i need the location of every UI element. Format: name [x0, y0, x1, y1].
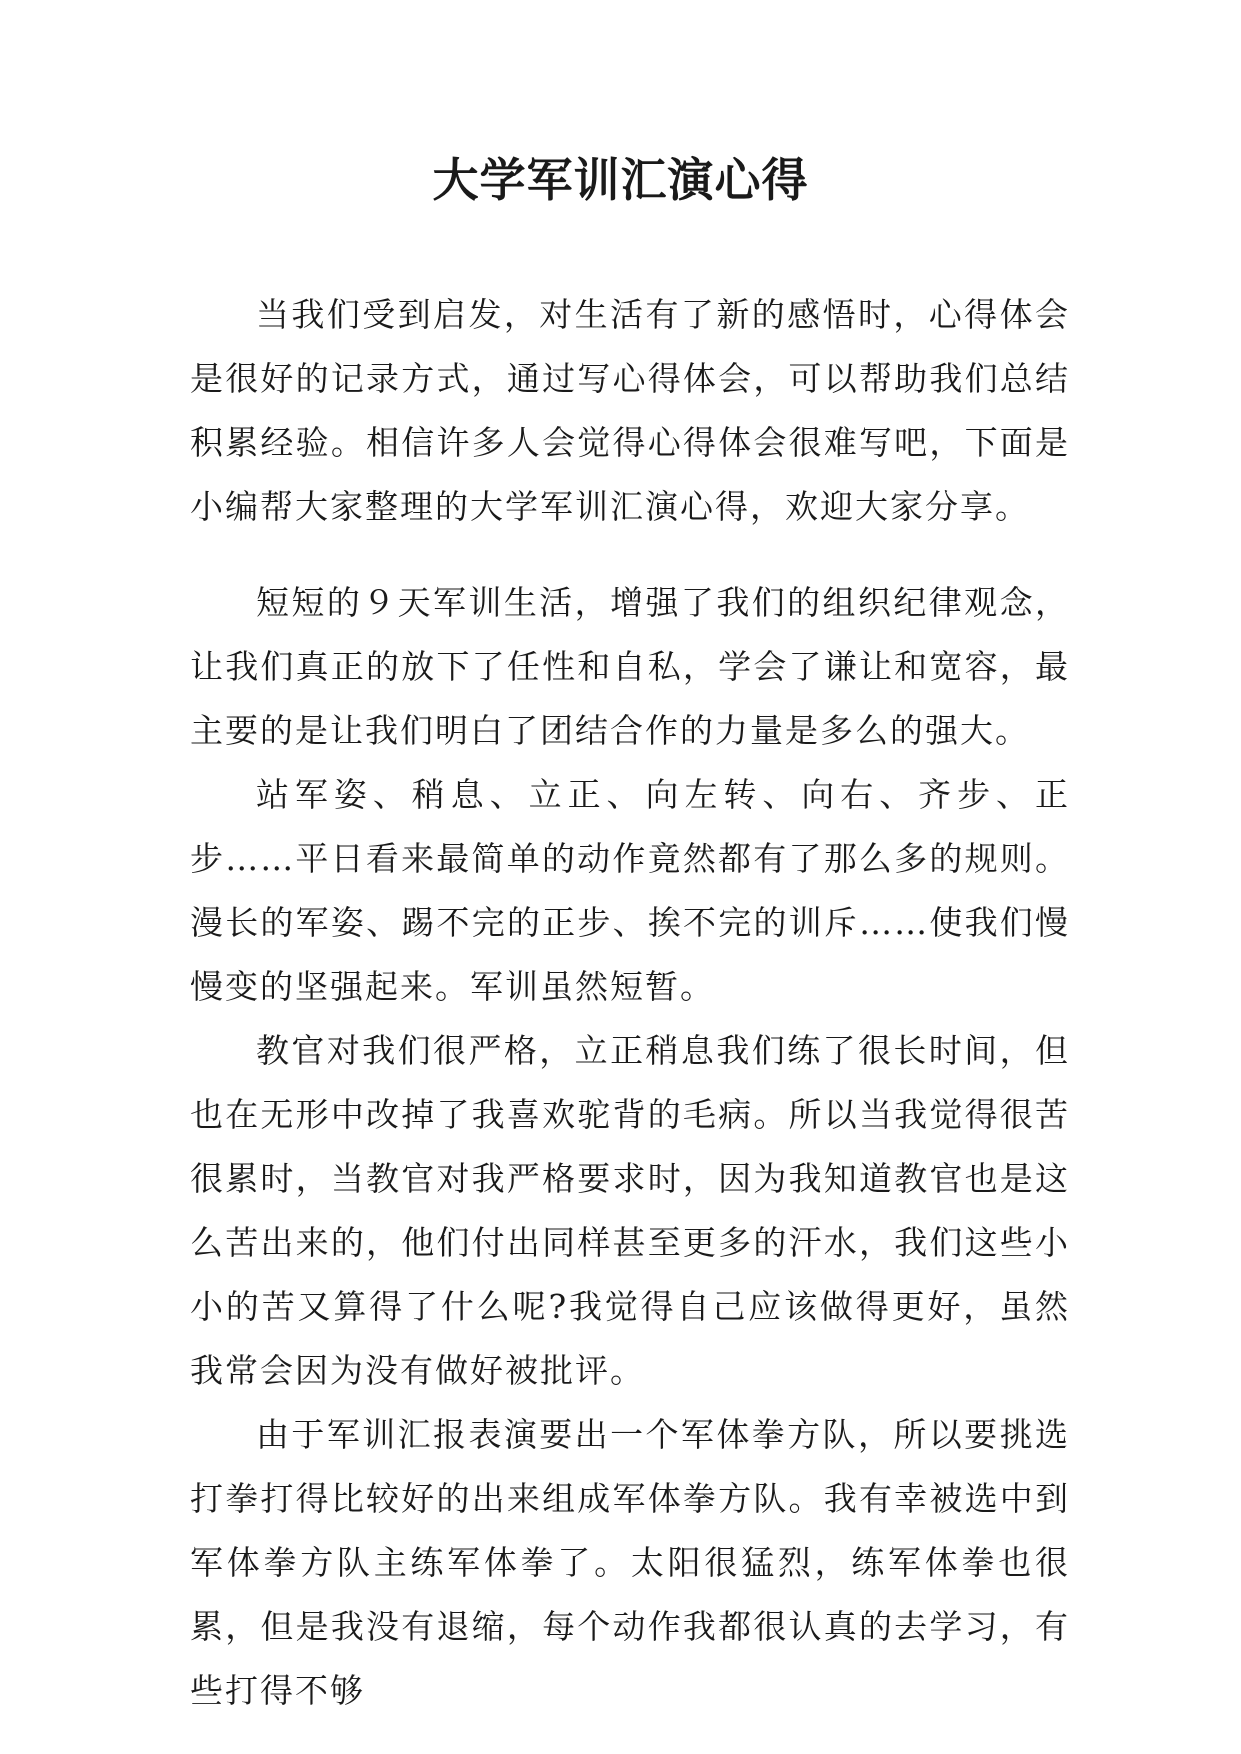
body-paragraph-4: 由于军训汇报表演要出一个军体拳方队，所以要挑选打拳打得比较好的出来组成军体拳方队。我有幸被选中到军体拳方队主练军体拳了。太阳很猛烈，练军体拳也很累，但是我没有退缩，每个动作我都很认真的去学习，有些打得不够: [190, 1415, 1070, 1710]
intro-section: [190, 283, 1070, 539]
body-paragraph-1: 短短的９天军训生活，增强了我们的组织纪律观念，让我们真正的放下了任性和自私，学会了谦让和宽容，最主要的是让我们明白了团结合作的力量是多么的强大。: [190, 583, 1070, 750]
intro-paragraph: 当我们受到启发，对生活有了新的感悟时，心得体会是很好的记录方式，通过写心得体会，可以帮助我们总结积累经验。相信许多人会觉得心得体会很难写吧，下面是小编帮大家整理的大学军训汇演心得，欢迎大家分享。: [190, 295, 1070, 526]
body-paragraph-3: 教官对我们很严格，立正稍息我们练了很长时间，但也在无形中改掉了我喜欢驼背的毛病。所以当我觉得很苦很累时，当教官对我严格要求时，因为我知道教官也是这么苦出来的，他们付出同样甚至更多的汗水，我们这些小小的苦又算得了什么呢?我觉得自己应该做得更好，虽然我常会因为没有做好被批评。: [190, 1031, 1070, 1390]
content-section: [190, 571, 1070, 1723]
document-title: 大学军训汇演心得: [432, 153, 809, 207]
body-paragraph-2: 站军姿、稍息、立正、向左转、向右、齐步、正步……平日看来最简单的动作竟然都有了那么多的规则。漫长的军姿、踢不完的正步、挨不完的训斥……使我们慢慢变的坚强起来。军训虽然短暂。: [190, 775, 1070, 1006]
